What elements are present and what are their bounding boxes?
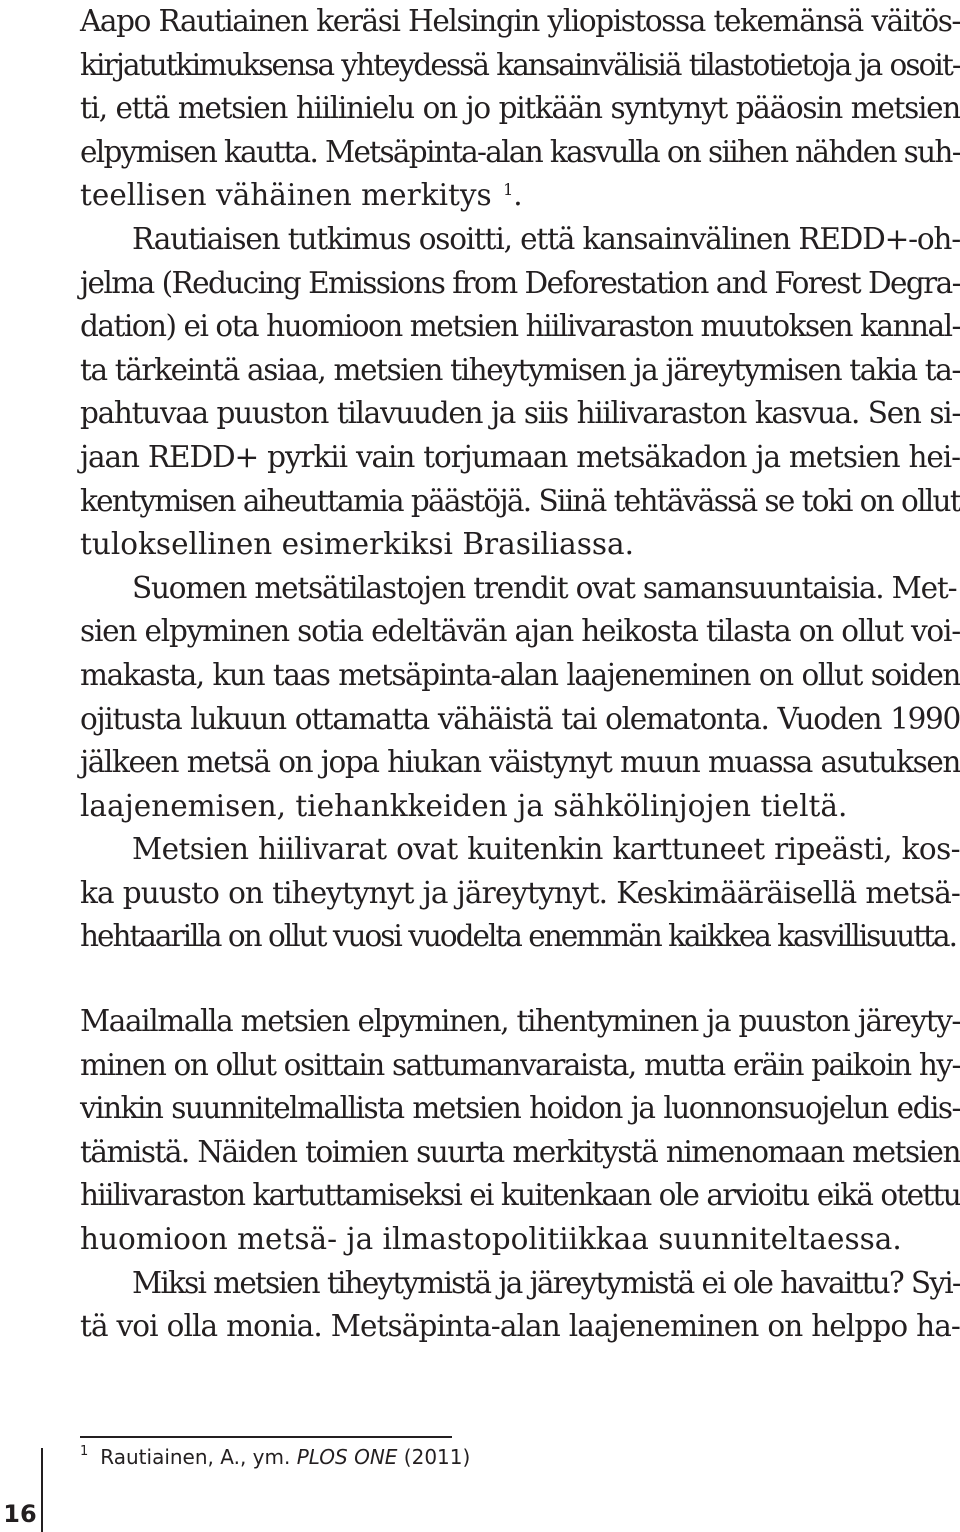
footnote-journal: PLOS ONE	[296, 1445, 398, 1469]
text-line: kirjatutkimuksensa yhteydessä kansainvälisiä tilastotietoja ja osoit-	[80, 47, 960, 82]
text-line: ta tärkeintä asiaa, metsien tiheytymisen ja järeytymisen takia ta-	[80, 352, 960, 387]
text-line: Metsien hiilivarat ovat kuitenkin karttuneet ripeästi, kos-	[132, 832, 960, 867]
footnote-marker: 1	[80, 1444, 89, 1459]
text-line: Suomen metsätilastojen trendit ovat samansuuntaisia. Met-	[132, 570, 957, 605]
text-line: sien elpyminen sotia edeltävän ajan heikosta tilasta on ollut voi-	[80, 614, 960, 649]
footnote-reference-punctuation: .	[513, 178, 523, 213]
text-line: Aapo Rautiainen keräsi Helsingin yliopistossa tekemänsä väitös-	[80, 4, 960, 38]
text-block-upper	[80, 0, 960, 959]
text-line: minen on ollut osittain sattumanvaraista, mutta eräin paikoin hy-	[80, 1047, 960, 1082]
text-line: ojitusta lukuun ottamatta vähäistä tai olematonta. Vuoden 1990	[80, 701, 960, 736]
text-line: vinkin suunnitelmallista metsien hoidon ja luonnonsuojelun edis-	[80, 1091, 960, 1126]
text-line: jaan REDD+ pyrkii vain torjumaan metsäkadon ja metsien hei-	[80, 439, 960, 474]
text-line: hehtaarilla on ollut vuosi vuodelta enemmän kaikkea kasvillisuutta.	[80, 919, 956, 954]
text-block-lower	[80, 1000, 960, 1349]
footnote	[80, 1440, 470, 1474]
text-line: laajenemisen, tiehankkeiden ja sähkölinjojen tieltä.	[80, 788, 848, 823]
page-number: 16	[3, 1500, 37, 1528]
text-line	[80, 174, 960, 218]
text-line: Miksi metsien tiheytymistä ja järeytymistä ei ole havaittu? Syi-	[132, 1265, 960, 1300]
text-line-content: teellisen vähäinen merkitys	[80, 178, 492, 213]
footnote-divider	[80, 1436, 452, 1438]
text-line: pahtuvaa puuston tilavuuden ja siis hiilivaraston kasvua. Sen si-	[80, 396, 960, 431]
text-line: Rautiaisen tutkimus osoitti, että kansainvälinen REDD+-oh-	[132, 221, 960, 256]
page-number-rule	[41, 1448, 43, 1532]
text-line: makasta, kun taas metsäpinta-alan laajeneminen on ollut soiden	[80, 657, 960, 692]
footnote-reference: 1	[503, 180, 514, 200]
text-line: hiilivaraston kartuttamiseksi ei kuitenkaan ole arvioitu eikä otettu	[80, 1178, 960, 1213]
text-line: tä voi olla monia. Metsäpinta-alan laajeneminen on helppo ha-	[80, 1309, 960, 1344]
text-line: jälkeen metsä on jopa hiukan väistynyt muun muassa asutuksen	[80, 745, 960, 780]
text-line: ti, että metsien hiilinielu on jo pitkään syntynyt pääosin metsien	[80, 91, 960, 126]
text-line: huomioon metsä- ja ilmastopolitiikkaa suunniteltaessa.	[80, 1221, 902, 1256]
text-line: kentymisen aiheuttamia päästöjä. Siinä tehtävässä se toki on ollut	[80, 483, 960, 518]
text-line: jelma (Reducing Emissions from Deforestation and Forest Degra-	[80, 265, 960, 300]
text-line: Maailmalla metsien elpyminen, tihentyminen ja puuston järeyty-	[80, 1004, 960, 1038]
text-line: ka puusto on tiheytynyt ja järeytynyt. Keskimääräisellä metsä-	[80, 875, 960, 910]
text-line: tuloksellinen esimerkiksi Brasiliassa.	[80, 527, 635, 562]
text-line: dation) ei ota huomioon metsien hiilivaraston muutoksen kannal-	[80, 309, 960, 344]
footnote-year: (2011)	[403, 1445, 471, 1469]
text-line: tämistä. Näiden toimien suurta merkitystä nimenomaan metsien	[80, 1134, 960, 1169]
text-line: elpymisen kautta. Metsäpinta-alan kasvulla on siihen nähden suh-	[80, 134, 960, 169]
footnote-authors: Rautiainen, A., ym.	[100, 1445, 291, 1469]
